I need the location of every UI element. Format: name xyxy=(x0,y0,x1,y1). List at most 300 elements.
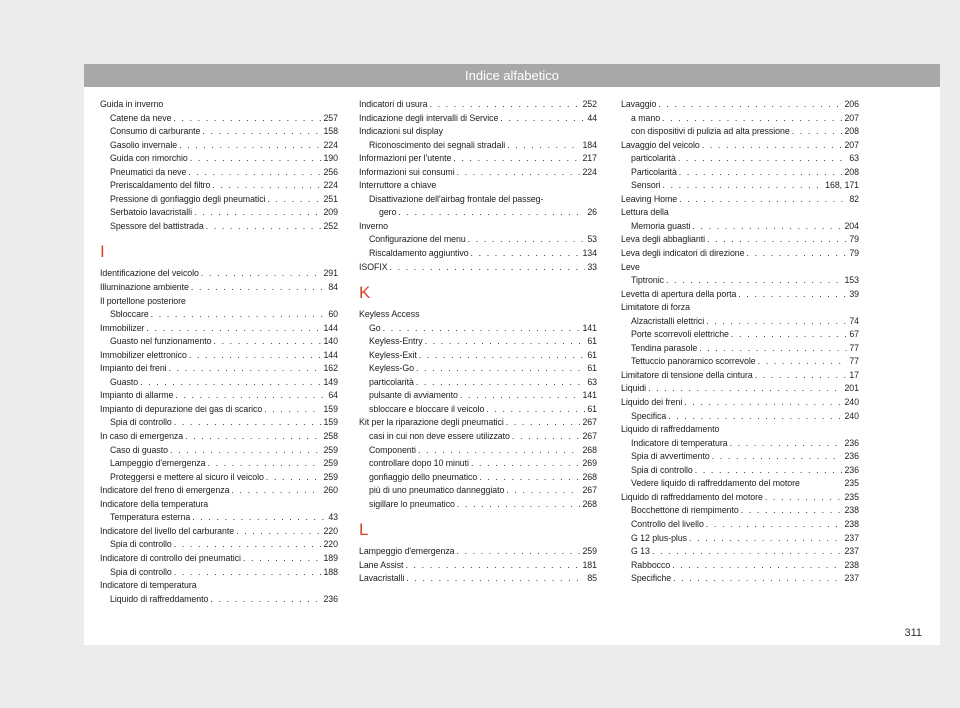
dot-leader xyxy=(666,274,843,288)
page-reference: 260 xyxy=(323,485,338,496)
index-entry xyxy=(621,247,859,261)
page-reference: 140 xyxy=(323,336,338,347)
entry-label: Keyless-Go xyxy=(369,363,414,374)
index-subentry xyxy=(359,403,597,417)
dot-leader xyxy=(668,410,842,424)
page-header: Indice alfabetico xyxy=(84,64,940,87)
index-entry xyxy=(359,98,597,112)
dot-leader xyxy=(695,464,843,478)
dot-leader xyxy=(140,376,321,390)
index-entry xyxy=(359,308,597,322)
page-reference: 217 xyxy=(582,153,597,164)
page-reference: 184 xyxy=(582,139,597,150)
dot-leader xyxy=(173,112,321,126)
page-reference: 252 xyxy=(323,220,338,231)
page-reference: 207 xyxy=(844,112,859,123)
dot-leader xyxy=(673,572,842,586)
entry-label: Keyless-Entry xyxy=(369,336,423,347)
index-subentry xyxy=(359,193,597,207)
page-reference: 61 xyxy=(587,336,597,347)
index-entry xyxy=(621,193,859,207)
index-subentry xyxy=(621,450,859,464)
dot-leader xyxy=(507,139,580,153)
entry-label: Riscaldamento aggiuntivo xyxy=(369,248,469,259)
page-number: 311 xyxy=(904,627,922,639)
index-entry xyxy=(621,139,859,153)
page-reference: 134 xyxy=(582,248,597,259)
index-entry xyxy=(100,525,338,539)
index-subentry xyxy=(621,166,859,180)
index-subentry xyxy=(621,410,859,424)
page-reference: 79 xyxy=(849,234,859,245)
index-subentry xyxy=(359,322,597,336)
index-entry xyxy=(621,423,859,437)
page-reference: 149 xyxy=(323,376,338,387)
page-reference: 252 xyxy=(582,99,597,109)
index-entry xyxy=(359,545,597,559)
entry-label: Impianto dei freni xyxy=(100,363,167,374)
index-subentry xyxy=(100,471,338,485)
page-reference: 268 xyxy=(582,498,597,509)
page-reference: 141 xyxy=(582,390,597,401)
index-subentry xyxy=(621,477,859,491)
dot-leader xyxy=(457,545,581,559)
index-subentry xyxy=(100,166,338,180)
page-reference: 60 xyxy=(328,309,338,320)
index-entry xyxy=(100,403,338,417)
entry-label: ISOFIX xyxy=(359,261,388,272)
page-reference: 44 xyxy=(587,112,597,123)
dot-leader xyxy=(738,288,847,302)
index-subentry xyxy=(621,437,859,451)
entry-label: Porte scorrevoli elettriche xyxy=(631,329,729,340)
entry-label: Specifiche xyxy=(631,573,672,584)
page-reference: 153 xyxy=(844,275,859,286)
entry-label: Proteggersi e mettere al sicuro il veicolo xyxy=(110,471,264,482)
entry-label: Lampeggio d'emergenza xyxy=(359,546,455,557)
page-reference: 63 xyxy=(849,153,859,164)
page-reference: 201 xyxy=(844,383,859,394)
dot-leader xyxy=(231,484,321,498)
dot-leader xyxy=(662,179,823,193)
dot-leader xyxy=(398,206,585,220)
page-reference: 259 xyxy=(323,471,338,482)
entry-label: Spia di controllo xyxy=(110,539,172,550)
dot-leader xyxy=(267,193,321,207)
page-reference: 144 xyxy=(323,322,338,333)
entry-label: Spessore del battistrada xyxy=(110,220,204,231)
index-subentry xyxy=(621,125,859,139)
dot-leader xyxy=(405,559,580,573)
index-subentry xyxy=(100,206,338,220)
entry-label: pulsante di avviamento xyxy=(369,390,458,401)
dot-leader xyxy=(151,308,327,322)
entry-label: Liquido dei freni xyxy=(621,397,683,408)
index-subentry xyxy=(100,308,338,322)
page-reference: 74 xyxy=(849,315,859,326)
page-reference: 67 xyxy=(849,329,859,340)
index-entry xyxy=(100,552,338,566)
page-reference: 190 xyxy=(323,153,338,164)
index-entry xyxy=(100,484,338,498)
entry-label: Indicatore di temperatura xyxy=(100,580,197,591)
page-reference: 237 xyxy=(844,573,859,584)
page-reference: 39 xyxy=(849,288,859,299)
entry-label: controllare dopo 10 minuti xyxy=(369,458,469,469)
page-reference: 259 xyxy=(323,444,338,455)
index-subentry xyxy=(359,233,597,247)
index-subentry xyxy=(359,471,597,485)
dot-leader xyxy=(190,152,322,166)
index-column-3 xyxy=(621,98,859,586)
page-reference: 224 xyxy=(323,180,338,191)
entry-label: Indicatore della temperatura xyxy=(100,498,209,509)
entry-label: Vedere liquido di raffreddamento del motore xyxy=(631,478,800,489)
dot-leader xyxy=(425,335,586,349)
entry-label: In caso di emergenza xyxy=(100,431,184,442)
entry-label: Sbloccare xyxy=(110,309,149,320)
page-reference: 53 xyxy=(587,234,597,245)
index-subentry xyxy=(621,559,859,573)
entry-label: Illuminazione ambiente xyxy=(100,282,189,293)
index-entry xyxy=(359,261,597,275)
dot-leader xyxy=(214,335,322,349)
page-reference: 61 xyxy=(587,349,597,360)
entry-label: Identificazione del veicolo xyxy=(100,268,199,279)
index-entry xyxy=(359,416,597,430)
dot-leader xyxy=(419,349,586,363)
dot-leader xyxy=(679,166,843,180)
index-subentry xyxy=(621,355,859,369)
index-column-1 xyxy=(100,98,338,606)
index-subentry xyxy=(100,444,338,458)
index-entry xyxy=(100,322,338,336)
entry-label: Guida in inverno xyxy=(100,99,164,109)
page-reference: 257 xyxy=(323,112,338,123)
dot-leader xyxy=(471,457,581,471)
entry-label: G 13 xyxy=(631,546,650,557)
page-reference: 77 xyxy=(849,342,859,353)
index-entry xyxy=(359,220,597,234)
page-reference: 224 xyxy=(323,139,338,150)
page-reference: 79 xyxy=(849,248,859,259)
page-reference: 268 xyxy=(582,444,597,455)
page-reference: 84 xyxy=(328,282,338,293)
index-subentry xyxy=(359,247,597,261)
dot-leader xyxy=(678,152,847,166)
entry-label: Pressione di gonfiaggio degli pneumatici xyxy=(110,193,266,204)
index-entry xyxy=(100,362,338,376)
dot-leader xyxy=(692,220,842,234)
page-reference: 63 xyxy=(587,376,597,387)
entry-label: Indicatore di controllo dei pneumatici xyxy=(100,552,241,563)
index-entry xyxy=(359,112,597,126)
entry-label: Keyless-Exit xyxy=(369,349,417,360)
dot-leader xyxy=(191,281,326,295)
page-reference: 162 xyxy=(323,363,338,374)
index-entry xyxy=(100,281,338,295)
entry-label: Guida con rimorchio xyxy=(110,153,188,164)
page-reference: 240 xyxy=(844,410,859,421)
index-entry xyxy=(100,98,338,112)
index-subentry xyxy=(359,498,597,512)
dot-leader xyxy=(506,416,581,430)
page-reference: 77 xyxy=(849,356,859,367)
page-reference: 207 xyxy=(844,139,859,150)
page-reference: 168, 171 xyxy=(825,180,859,191)
entry-label: Riconoscimento dei segnali stradali xyxy=(369,139,506,150)
page-reference: 269 xyxy=(582,458,597,469)
index-subentry xyxy=(621,179,859,193)
page-reference: 258 xyxy=(323,431,338,442)
entry-label: a mano xyxy=(631,112,661,123)
index-subentry xyxy=(100,125,338,139)
entry-label: Lavacristalli xyxy=(359,573,405,584)
dot-leader xyxy=(689,532,842,546)
entry-label: Spia di controllo xyxy=(631,464,693,475)
entry-label: Leve xyxy=(621,261,640,272)
entry-label: gero xyxy=(379,207,397,218)
entry-label: Memoria guasti xyxy=(631,220,691,231)
entry-label: Interruttore a chiave xyxy=(359,180,437,191)
entry-label: Serbatoio lavacristalli xyxy=(110,207,192,218)
dot-leader xyxy=(243,552,322,566)
dot-leader xyxy=(390,261,586,275)
index-entry xyxy=(621,98,859,112)
page-reference: 208 xyxy=(844,126,859,137)
dot-leader xyxy=(383,322,581,336)
dot-leader xyxy=(174,538,322,552)
dot-leader xyxy=(479,471,580,485)
entry-label: Disattivazione dell'airbag frontale del passeg- xyxy=(369,193,544,204)
index-subentry xyxy=(621,532,859,546)
index-subentry xyxy=(359,444,597,458)
index-subentry xyxy=(359,139,597,153)
page-reference: 251 xyxy=(323,193,338,204)
page-reference: 64 xyxy=(328,390,338,401)
page-reference: 224 xyxy=(582,166,597,177)
entry-label: Specifica xyxy=(631,410,667,421)
index-subentry xyxy=(359,430,597,444)
dot-leader xyxy=(758,355,848,369)
dot-leader xyxy=(406,572,585,586)
entry-label: Controllo del livello xyxy=(631,518,704,529)
index-entry xyxy=(621,396,859,410)
page-reference: 236 xyxy=(844,437,859,448)
dot-leader xyxy=(185,430,321,444)
dot-leader xyxy=(460,389,581,403)
dot-leader xyxy=(179,139,321,153)
entry-label: Indicatori di usura xyxy=(359,99,428,109)
page-reference: 259 xyxy=(582,546,597,557)
dot-leader xyxy=(706,315,847,329)
dot-leader xyxy=(684,396,842,410)
page-reference: 159 xyxy=(323,403,338,414)
dot-leader xyxy=(765,491,843,505)
entry-label: Pneumatici da neve xyxy=(110,166,187,177)
index-subentry xyxy=(621,545,859,559)
entry-label: casi in cui non deve essere utilizzato xyxy=(369,431,510,442)
index-entry xyxy=(621,288,859,302)
page-reference: 61 xyxy=(587,403,597,414)
page-reference: 158 xyxy=(323,126,338,137)
index-subentry xyxy=(621,328,859,342)
index-subentry xyxy=(100,511,338,525)
index-entry xyxy=(359,179,597,193)
index-letter-heading: I xyxy=(100,242,105,262)
entry-label: Spia di controllo xyxy=(110,566,172,577)
dot-leader xyxy=(194,206,321,220)
dot-leader xyxy=(169,362,322,376)
entry-label: Indicatore del freno di emergenza xyxy=(100,485,230,496)
dot-leader xyxy=(512,430,581,444)
dot-leader xyxy=(206,220,322,234)
index-subentry xyxy=(621,315,859,329)
page-reference: 209 xyxy=(323,207,338,218)
index-entry xyxy=(359,559,597,573)
dot-leader xyxy=(174,416,322,430)
dot-leader xyxy=(707,233,847,247)
page-reference: 181 xyxy=(582,559,597,570)
index-subentry xyxy=(100,179,338,193)
entry-label: Leaving Home xyxy=(621,193,678,204)
entry-label: Lavaggio xyxy=(621,99,657,109)
entry-label: Levetta di apertura della porta xyxy=(621,288,737,299)
page-reference: 159 xyxy=(323,417,338,428)
index-entry xyxy=(621,382,859,396)
entry-label: Rabbocco xyxy=(631,559,671,570)
index-subentry xyxy=(100,193,338,207)
dot-leader xyxy=(457,166,581,180)
index-entry xyxy=(359,152,597,166)
index-entry xyxy=(100,349,338,363)
dot-leader xyxy=(486,403,585,417)
entry-label: Spia di controllo xyxy=(110,417,172,428)
index-subentry xyxy=(359,206,597,220)
dot-leader xyxy=(706,518,843,532)
index-subentry xyxy=(359,484,597,498)
entry-label: Indicazione degli intervalli di Service xyxy=(359,112,499,123)
page-reference: 220 xyxy=(323,539,338,550)
entry-label: Guasto xyxy=(110,376,139,387)
index-subentry xyxy=(621,220,859,234)
dot-leader xyxy=(457,498,581,512)
page-reference: 235 xyxy=(844,491,859,502)
dot-leader xyxy=(212,179,321,193)
dot-leader xyxy=(747,247,848,261)
entry-label: Configurazione del menu xyxy=(369,234,466,245)
index-column-2 xyxy=(359,98,597,586)
index-entry xyxy=(621,261,859,275)
index-entry xyxy=(100,267,338,281)
entry-label: Consumo di carburante xyxy=(110,126,201,137)
index-subentry xyxy=(100,566,338,580)
entry-label: Indicatore di temperatura xyxy=(631,437,728,448)
dot-leader xyxy=(699,342,847,356)
index-subentry xyxy=(359,389,597,403)
index-subentry xyxy=(100,416,338,430)
entry-label: Componenti xyxy=(369,444,416,455)
dot-leader xyxy=(264,403,321,417)
page-reference: 85 xyxy=(587,573,597,584)
index-subentry xyxy=(100,335,338,349)
dot-leader xyxy=(702,139,843,153)
dot-leader xyxy=(430,98,581,112)
dot-leader xyxy=(188,166,321,180)
dot-leader xyxy=(712,450,843,464)
dot-leader xyxy=(730,437,843,451)
page-reference: 206 xyxy=(844,99,859,109)
index-entry xyxy=(100,498,338,512)
index-entry xyxy=(621,233,859,247)
entry-label: Leva degli indicatori di direzione xyxy=(621,248,745,259)
dot-leader xyxy=(506,484,580,498)
index-entry xyxy=(621,301,859,315)
page-reference: 43 xyxy=(328,512,338,523)
dot-leader xyxy=(652,545,843,559)
entry-label: Particolarità xyxy=(631,166,677,177)
index-entry xyxy=(621,369,859,383)
entry-label: Limitatore di forza xyxy=(621,302,690,313)
dot-leader xyxy=(146,322,321,336)
index-subentry xyxy=(100,139,338,153)
entry-label: Keyless Access xyxy=(359,309,420,320)
entry-label: Lettura della xyxy=(621,207,669,218)
entry-label: Catene da neve xyxy=(110,112,172,123)
index-entry xyxy=(359,572,597,586)
page-reference: 238 xyxy=(844,505,859,516)
page-reference: 267 xyxy=(582,431,597,442)
dot-leader xyxy=(210,593,321,607)
page-reference: 61 xyxy=(587,363,597,374)
entry-label: Lavaggio del veicolo xyxy=(621,139,700,150)
page-reference: 267 xyxy=(582,417,597,428)
entry-label: Immobilizer xyxy=(100,322,145,333)
dot-leader xyxy=(453,152,580,166)
page-reference: 259 xyxy=(323,458,338,469)
index-entry xyxy=(359,166,597,180)
index-subentry xyxy=(359,349,597,363)
page-reference: 82 xyxy=(849,193,859,204)
index-entry xyxy=(100,389,338,403)
entry-label: gonfiaggio dello pneumatico xyxy=(369,471,478,482)
index-letter-heading: K xyxy=(359,283,371,303)
index-subentry xyxy=(100,376,338,390)
dot-leader xyxy=(658,98,842,112)
index-subentry xyxy=(100,220,338,234)
index-subentry xyxy=(100,593,338,607)
page-reference: 240 xyxy=(844,397,859,408)
index-subentry xyxy=(100,112,338,126)
entry-label: Liquido di raffreddamento xyxy=(110,593,209,604)
dot-leader xyxy=(201,267,322,281)
entry-label: più di uno pneumatico danneggiato xyxy=(369,485,505,496)
entry-label: Sensori xyxy=(631,180,661,191)
entry-label: Kit per la riparazione degli pneumatici xyxy=(359,417,504,428)
page-reference: 236 xyxy=(323,593,338,604)
page-reference: 204 xyxy=(844,220,859,231)
entry-label: Temperatura esterna xyxy=(110,512,191,523)
index-subentry xyxy=(359,335,597,349)
entry-label: sbloccare e bloccare il veicolo xyxy=(369,403,485,414)
page-reference: 188 xyxy=(323,566,338,577)
entry-label: sigillare lo pneumatico xyxy=(369,498,455,509)
entry-label: Bocchettone di riempimento xyxy=(631,505,739,516)
entry-label: Leva degli abbaglianti xyxy=(621,234,706,245)
page-reference: 291 xyxy=(323,268,338,279)
dot-leader xyxy=(208,457,322,471)
index-subentry xyxy=(359,362,597,376)
